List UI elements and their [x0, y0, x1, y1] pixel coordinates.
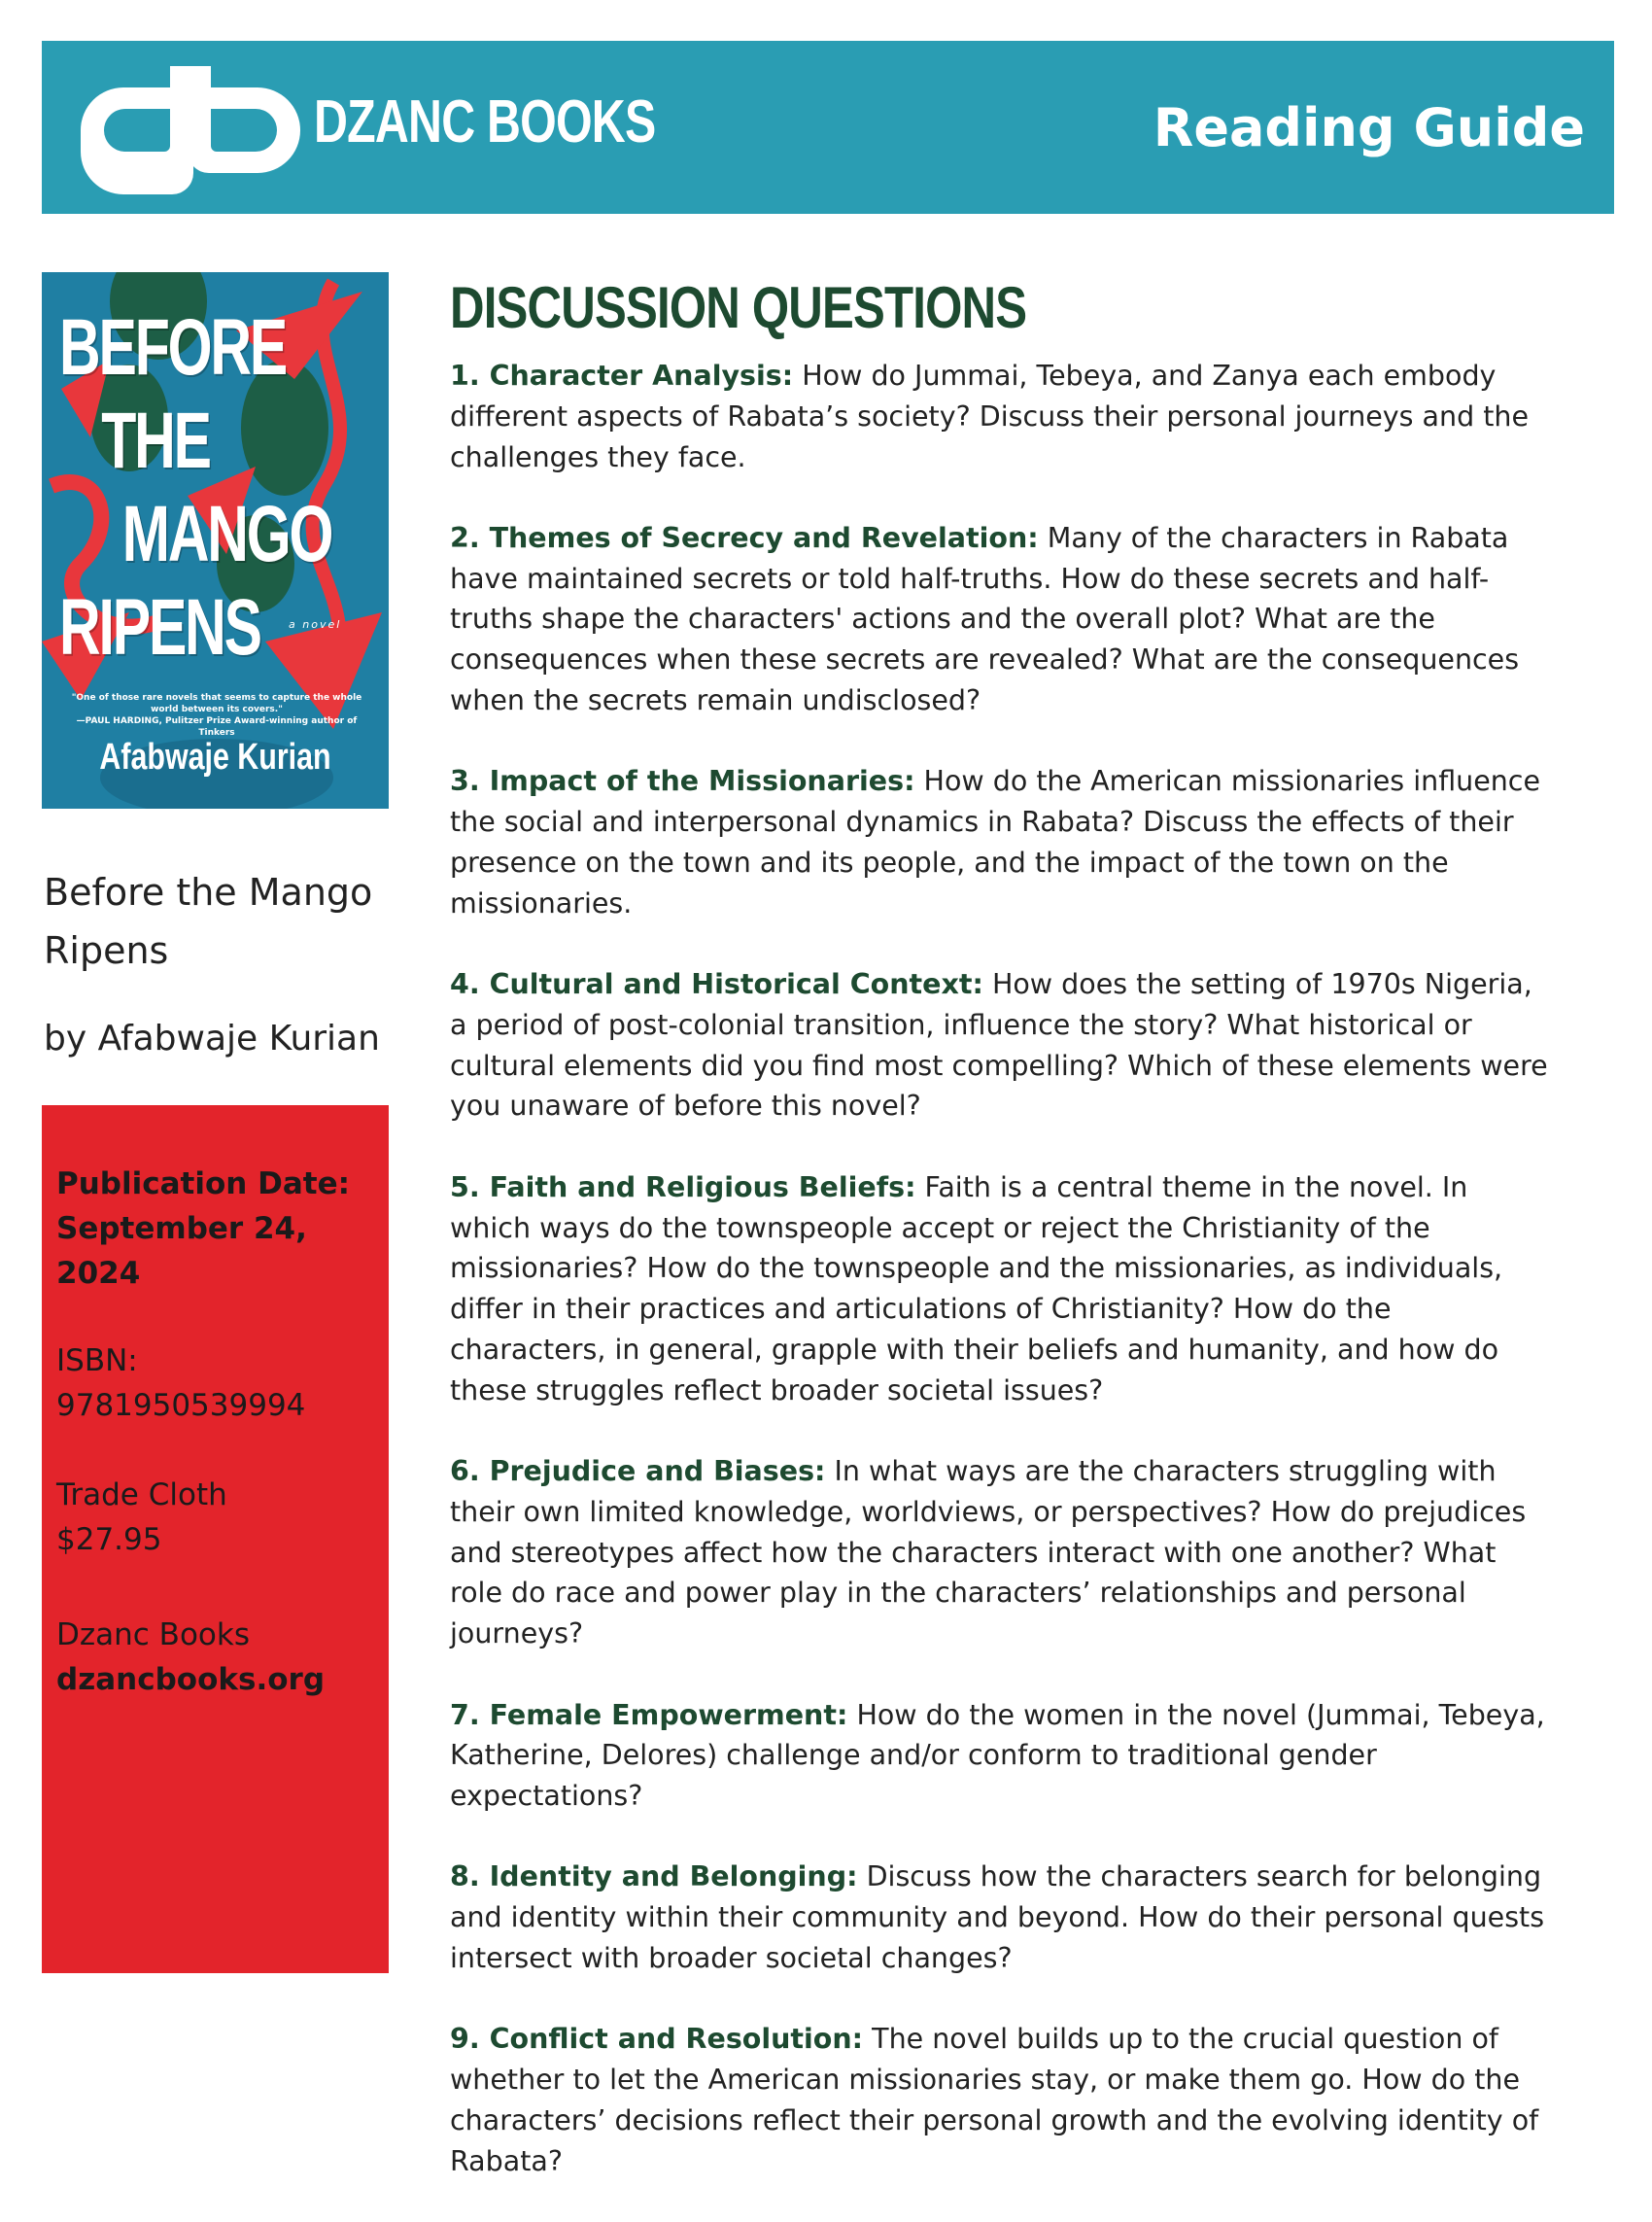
- isbn-value: 9781950539994: [56, 1388, 306, 1423]
- header-banner: [42, 41, 1614, 214]
- question-label: 2. Themes of Secrecy and Revelation:: [450, 521, 1039, 554]
- cover-author: Afabwaje Kurian: [99, 737, 331, 778]
- isbn-label: ISBN:: [56, 1343, 138, 1378]
- question-label: 1. Character Analysis:: [450, 360, 794, 392]
- question-text: How do the American missionaries influence the social and interpersonal dynamics in Rabata? Discuss the effects of their presence on the town and its people, and the impact of the town on the missionaries.: [450, 765, 1541, 920]
- document-type-title: Reading Guide: [1153, 97, 1585, 158]
- book-cover: [42, 272, 389, 809]
- format: Trade Cloth: [56, 1477, 227, 1512]
- cover-quote-attribution: —PAUL HARDING, Pulitzer Prize Award-winning author of Tinkers: [76, 716, 358, 738]
- question-item: [450, 2019, 1548, 2181]
- question-item: [450, 964, 1548, 1127]
- question-label: 5. Faith and Religious Beliefs:: [450, 1170, 916, 1203]
- question-text: Discuss how the characters search for belonging and identity within their community and beyond. How do their personal quests intersect with broader societal changes?: [450, 1860, 1545, 1974]
- question-text: Many of the characters in Rabata have maintained secrets or told half-truths. How do these secrets and half-truths shape the characters' actions and the overall plot? What are the consequences when these secrets are revealed? What are the consequences when the secrets remain undisclosed?: [450, 521, 1520, 717]
- dzanc-logo-icon: [73, 62, 306, 198]
- question-item: [450, 518, 1548, 721]
- cover-quote: [61, 692, 372, 739]
- publication-date: [56, 1162, 377, 1296]
- book-title: Before the Mango Ripens: [44, 871, 373, 972]
- cover-title-line: MANGO: [121, 490, 332, 578]
- question-text: How do the women in the novel (Jummai, Tebeya, Katherine, Delores) challenge and/or conform to traditional gender expectations?: [450, 1698, 1545, 1813]
- book-byline: by Afabwaje Kurian: [44, 1019, 380, 1059]
- question-label: 8. Identity and Belonging:: [450, 1860, 858, 1893]
- isbn: [56, 1338, 377, 1428]
- question-label: 3. Impact of the Missionaries:: [450, 765, 915, 798]
- question-text: How does the setting of 1970s Nigeria, a period of post-colonial transition, influence the story? What historical or cultural elements did you find most compelling? Which of these elements were you unaware of before this novel?: [450, 968, 1548, 1123]
- question-text: The novel builds up to the crucial question of whether to let the American missionaries stay, or make them go. How do the characters’ decisions reflect their personal growth and the evolving identity of Rabata?: [450, 2023, 1539, 2177]
- publisher-name: Dzanc Books: [56, 1617, 250, 1652]
- question-item: [450, 761, 1548, 923]
- publisher-info: [56, 1613, 377, 1702]
- question-item: [450, 1695, 1548, 1817]
- cover-quote-text: "One of those rare novels that seems to capture the whole world between its covers.": [71, 693, 362, 714]
- cover-title-line: BEFORE: [59, 303, 287, 392]
- question-text: How do Jummai, Tebeya, and Zanya each embody different aspects of Rabata’s society? Discuss their personal journeys and the challenges they face.: [450, 360, 1530, 473]
- question-label: 7. Female Empowerment:: [450, 1698, 848, 1731]
- publication-date-value: September 24, 2024: [56, 1211, 307, 1291]
- question-item: [450, 356, 1548, 477]
- publication-date-label: Publication Date:: [56, 1166, 351, 1201]
- cover-title-line: RIPENS: [59, 583, 260, 672]
- question-text: In what ways are the characters struggling with their own limited knowledge, worldviews, or perspectives? How do prejudices and stereotypes affect how the characters interact with one another? What role do race and power play in the characters’ relationships and personal journeys?: [450, 1455, 1527, 1650]
- question-label: 9. Conflict and Resolution:: [450, 2023, 864, 2056]
- cover-novel-label: a novel: [289, 618, 342, 631]
- publisher-website-link[interactable]: dzancbooks.org: [56, 1662, 326, 1697]
- price: $27.95: [56, 1522, 162, 1557]
- cover-title-line: THE: [101, 397, 210, 485]
- question-text: Faith is a central theme in the novel. In which ways do the townspeople accept or reject the Christianity of the missionaries? How do the townspeople and the missionaries, as individuals, differ in their practices and articulations of Christianity? How do the characters, in general, grapple with their beliefs and humanity, and how do these struggles reflect broader societal issues?: [450, 1170, 1503, 1406]
- discussion-questions-list: [450, 356, 1548, 2222]
- question-item: [450, 1451, 1548, 1654]
- question-label: 6. Prejudice and Biases:: [450, 1455, 826, 1488]
- question-item: [450, 1167, 1548, 1411]
- publication-info-box: [42, 1105, 389, 1973]
- format-price: [56, 1473, 377, 1562]
- discussion-heading: DISCUSSION QUESTIONS: [450, 275, 1027, 340]
- question-item: [450, 1857, 1548, 1978]
- brand-name: DZANC BOOKS: [314, 88, 656, 156]
- question-label: 4. Cultural and Historical Context:: [450, 968, 983, 1001]
